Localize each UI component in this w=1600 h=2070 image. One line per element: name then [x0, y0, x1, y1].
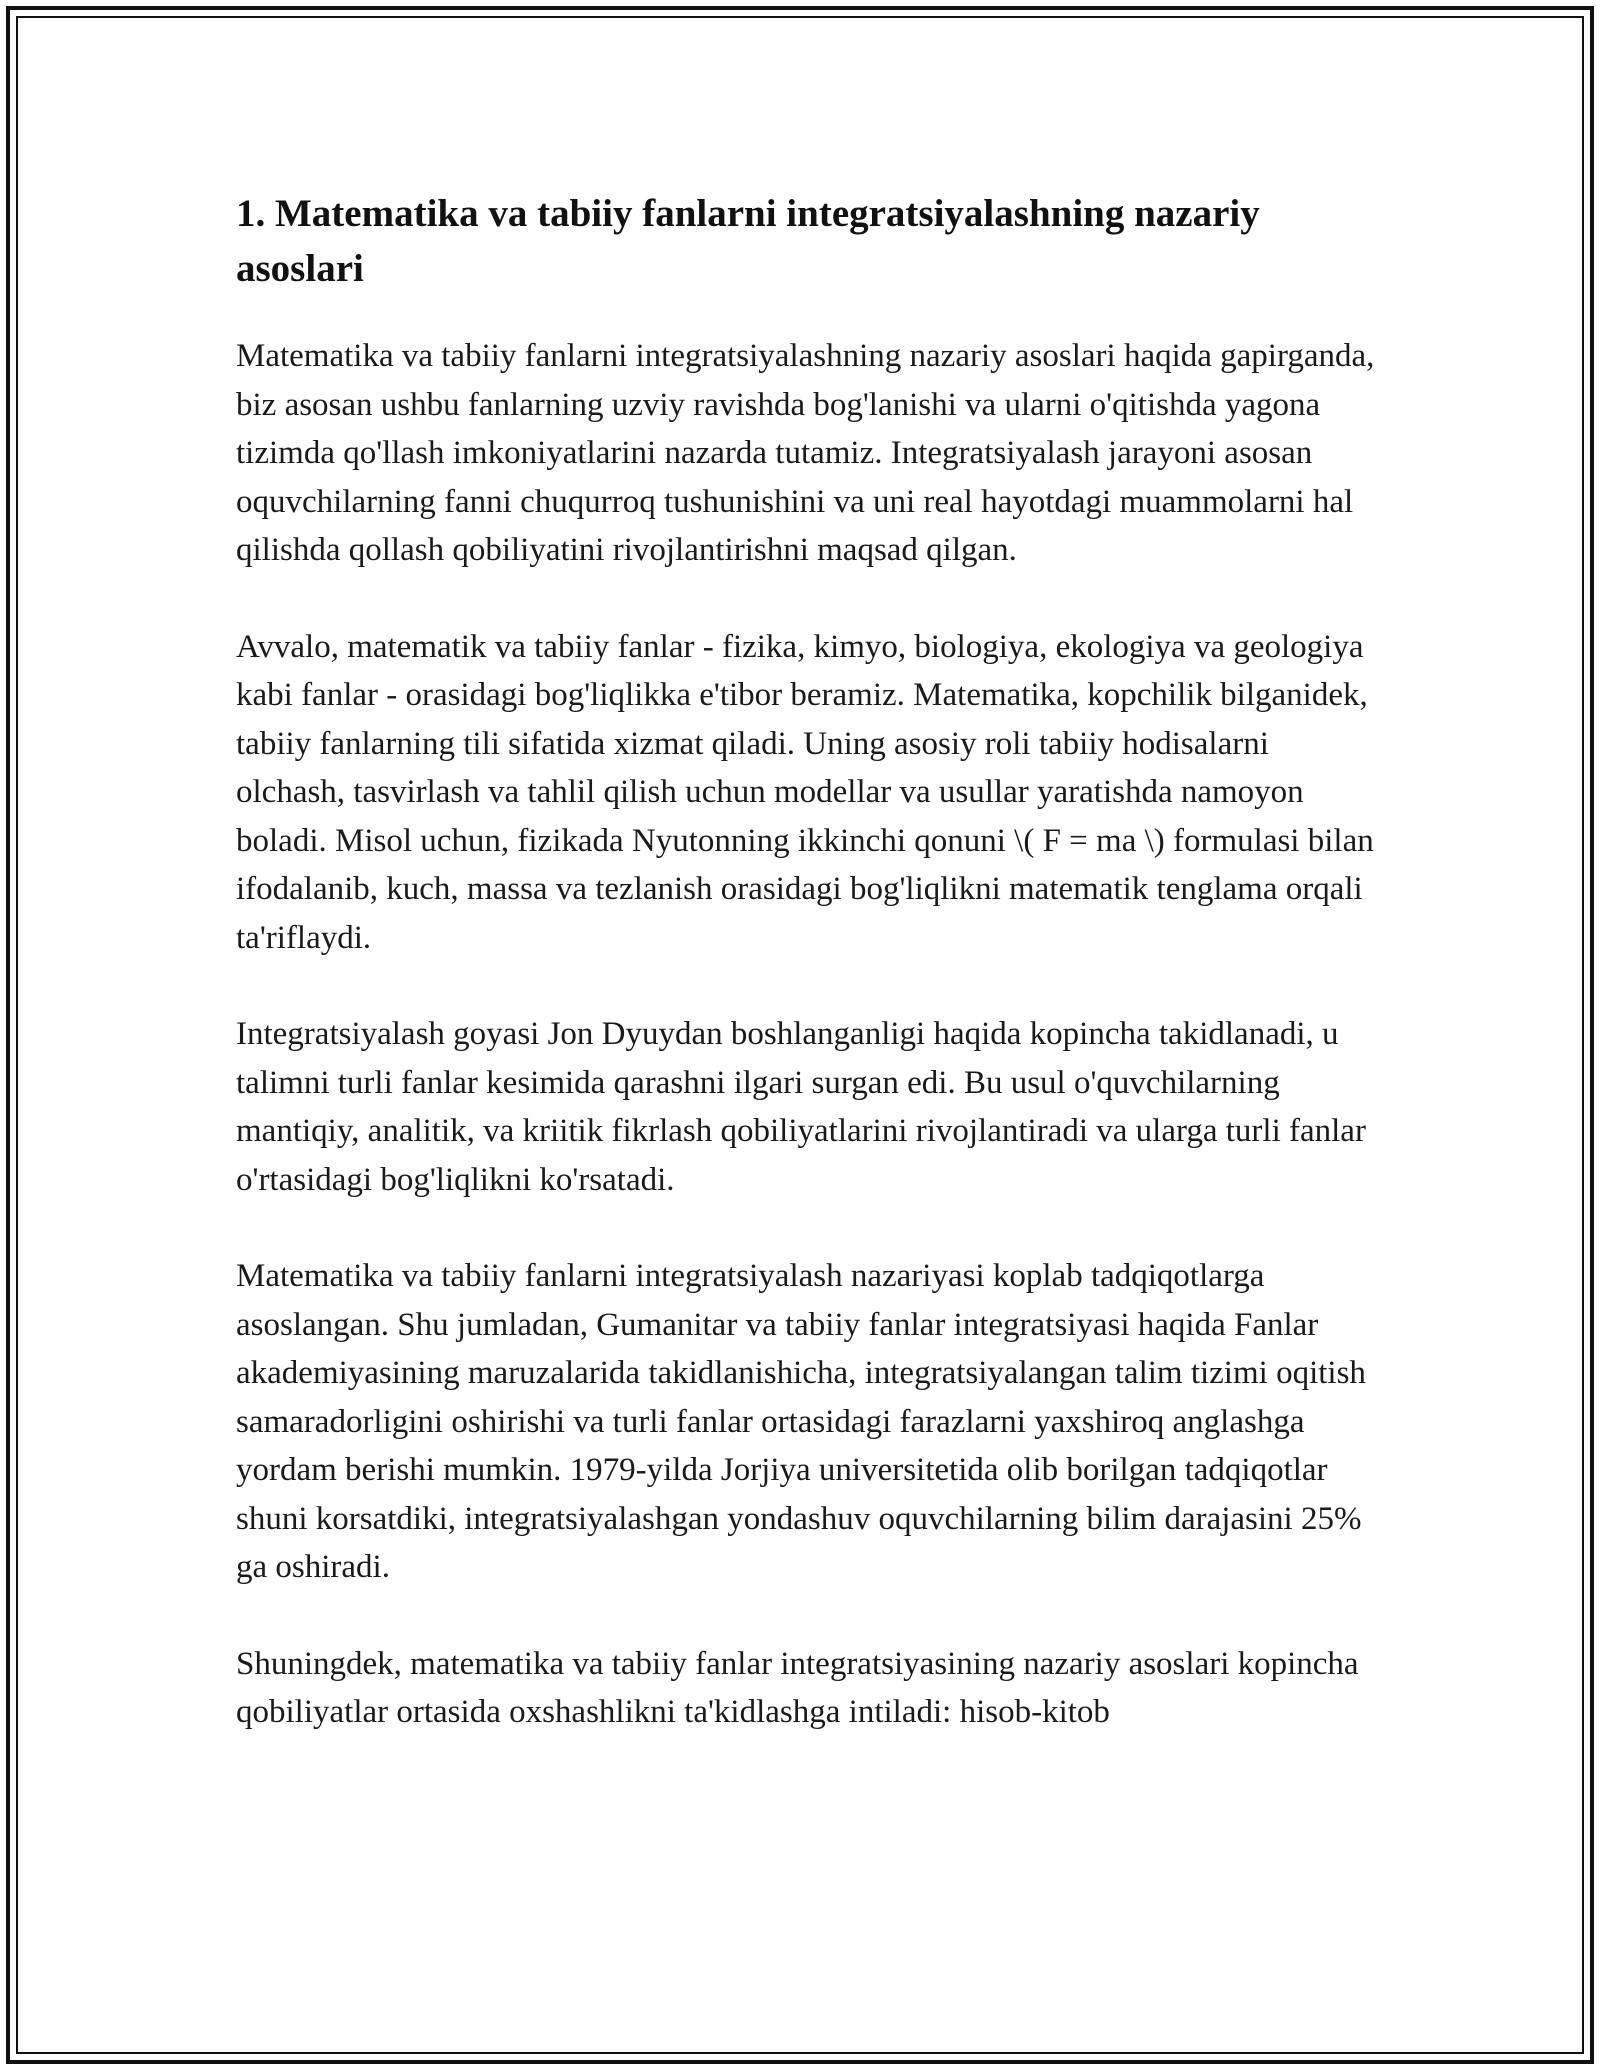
document-body [236, 186, 1376, 1785]
paragraph-5: Shuningdek, matematika va tabiiy fanlar integratsiyasining nazariy asoslari kopincha qobiliyatlar ortasida oxshashlikni ta'kidlashga intiladi: hisob-kitob [236, 1645, 1359, 1730]
paragraph-1: Matematika va tabiiy fanlarni integratsiyalashning nazariy asoslari haqida gapirganda, biz asosan ushbu fanlarning uzviy ravishda bog'lanishi va ularni o'qitishda yagona tizimda qo'llash imkoniyatlarini nazarda tutamiz. Integratsiyalash jarayoni asosan oquvchilarning fanni chuqurroq tushunishini va uni real hayotdagi muammolarni hal qilishda qollash qobiliyatini rivojlantirishni maqsad qilgan. [236, 338, 1375, 568]
paragraph-4: Matematika va tabiiy fanlarni integratsiyalash nazariyasi koplab tadqiqotlarga asoslangan. Shu jumladan, Gumanitar va tabiiy fanlar integratsiyasi haqida Fanlar akademiyasining maruzalarida takidlanishicha, integratsiyalangan talim tizimi oqitish samaradorligini oshirishi va turli fanlar ortasidagi farazlarni yaxshiroq anglashga yordam berishi mumkin. 1979-yilda Jorjiya universitetida olib borilgan tadqiqotlar shuni korsatdiki, integratsiyalashgan yondashuv oquvchilarning bilim darajasini 25% ga oshiradi. [236, 1258, 1366, 1585]
paragraph-2: Avvalo, matematik va tabiiy fanlar - fizika, kimyo, biologiya, ekologiya va geologiya kabi fanlar - orasidagi bog'liqlikka e'tibor beramiz. Matematika, kopchilik bilganidek, tabiiy fanlarning tili sifatida xizmat qiladi. Uning asosiy roli tabiiy hodisalarni olchash, tasvirlash va tahlil qilish uchun modellar va usullar yaratishda namoyon boladi. Misol uchun, fizikada Nyutonning ikkinchi qonuni \( F = ma \) formulasi bilan ifodalanib, kuch, massa va tezlanish orasidagi bog'liqlikni matematik tenglama orqali ta'riflaydi. [236, 628, 1374, 956]
paragraph-3: Integratsiyalash goyasi Jon Dyuydan boshlanganligi haqida kopincha takidlanadi, u talimni turli fanlar kesimida qarashni ilgari surgan edi. Bu usul o'quvchilarning mantiqiy, analitik, va kriitik fikrlash qobiliyatlarini rivojlantiradi va ularga turli fanlar o'rtasidagi bog'liqlikni ko'rsatadi. [236, 1016, 1366, 1198]
section-heading: 1. Matematika va tabiiy fanlarni integratsiyalashning nazariy asoslari [236, 192, 1260, 290]
